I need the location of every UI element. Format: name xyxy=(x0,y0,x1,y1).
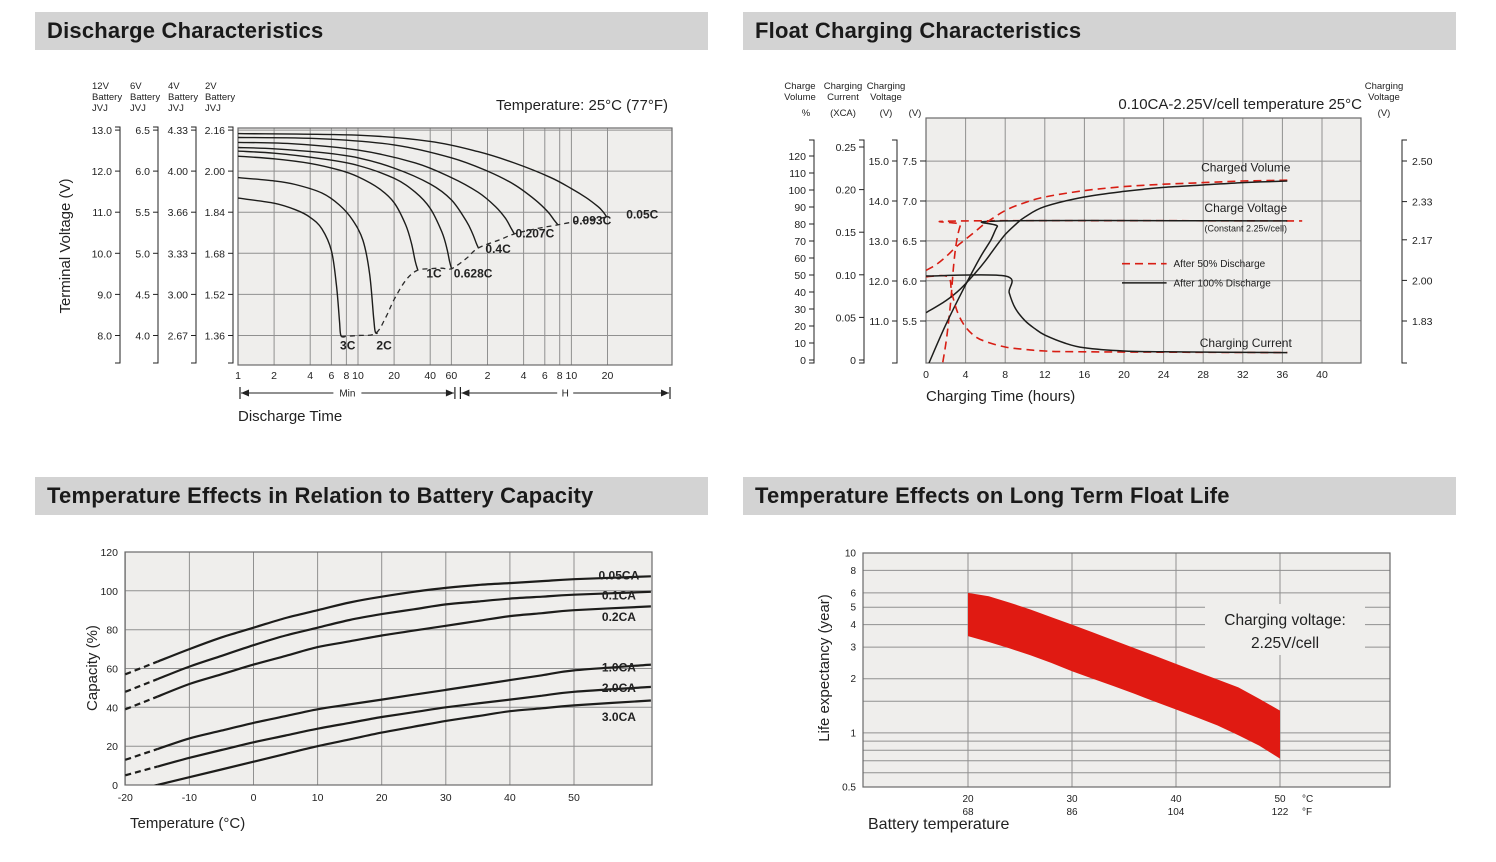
svg-text:JVJ: JVJ xyxy=(130,103,146,114)
svg-text:80: 80 xyxy=(106,624,118,637)
svg-text:0.15: 0.15 xyxy=(835,227,856,240)
svg-text:122: 122 xyxy=(1271,807,1289,818)
svg-text:JVJ: JVJ xyxy=(205,103,221,114)
svg-text:0: 0 xyxy=(250,792,257,804)
svg-text:40: 40 xyxy=(504,792,516,804)
svg-text:14.0: 14.0 xyxy=(868,196,889,208)
svg-text:8: 8 xyxy=(556,370,563,382)
svg-text:20: 20 xyxy=(106,741,118,754)
svg-text:Voltage: Voltage xyxy=(870,92,902,103)
svg-text:40: 40 xyxy=(1170,794,1182,805)
svg-text:6.0: 6.0 xyxy=(135,166,150,179)
svg-text:12V: 12V xyxy=(92,81,109,92)
svg-text:0: 0 xyxy=(923,369,929,381)
svg-text:H: H xyxy=(561,388,569,400)
svg-text:8: 8 xyxy=(850,565,856,577)
svg-text:Volume: Volume xyxy=(784,92,816,103)
svg-text:2.00: 2.00 xyxy=(1412,275,1433,288)
series-label-3C: 3C xyxy=(340,338,356,353)
svg-text:50: 50 xyxy=(1274,794,1286,805)
annotation: Charge Voltage xyxy=(1204,201,1288,216)
svg-text:1.68: 1.68 xyxy=(204,248,225,261)
voltage-scale-4v xyxy=(168,81,199,363)
series-label-0.207C: 0.207C xyxy=(515,226,555,241)
series-label-0.05C: 0.05C xyxy=(626,207,659,222)
left-scale-(XCA) xyxy=(824,81,864,367)
svg-text:20: 20 xyxy=(794,321,806,333)
svg-text:3.33: 3.33 xyxy=(167,248,188,261)
svg-text:60: 60 xyxy=(794,253,806,265)
svg-text:12: 12 xyxy=(1038,369,1051,381)
svg-text:13.0: 13.0 xyxy=(868,236,889,248)
svg-text:5.5: 5.5 xyxy=(902,316,917,328)
svg-text:6: 6 xyxy=(541,370,548,382)
svg-text:3.66: 3.66 xyxy=(167,207,188,220)
svg-text:0.20: 0.20 xyxy=(835,184,856,197)
svg-text:20: 20 xyxy=(388,370,400,382)
right-scale-(V) xyxy=(1365,81,1433,363)
svg-text:4.0: 4.0 xyxy=(135,330,150,343)
left-scale-% xyxy=(784,81,816,367)
svg-text:120: 120 xyxy=(100,547,118,559)
svg-text:16: 16 xyxy=(1078,369,1091,381)
svg-text:20: 20 xyxy=(962,794,974,805)
svg-text:0.05: 0.05 xyxy=(835,312,856,325)
svg-text:30: 30 xyxy=(439,792,452,804)
svg-text:10.0: 10.0 xyxy=(91,248,112,261)
float-chart-title: 0.10CA-2.25V/cell temperature 25°C xyxy=(1118,96,1362,113)
svg-text:Battery: Battery xyxy=(92,92,123,103)
svg-text:0.25: 0.25 xyxy=(835,142,856,154)
svg-text:6.0: 6.0 xyxy=(902,276,917,288)
series-label-1.0CA: 1.0CA xyxy=(601,660,636,675)
svg-text:6.5: 6.5 xyxy=(135,125,150,138)
svg-text:2.33: 2.33 xyxy=(1412,196,1433,209)
svg-text:1.52: 1.52 xyxy=(204,289,225,302)
chart-discharge xyxy=(57,81,672,425)
svg-text:50: 50 xyxy=(794,270,806,282)
svg-text:1: 1 xyxy=(850,728,856,740)
svg-text:13.0: 13.0 xyxy=(91,125,112,138)
svg-text:%: % xyxy=(801,108,811,119)
svg-text:5.0: 5.0 xyxy=(135,248,150,261)
svg-text:Current: Current xyxy=(827,92,859,103)
svg-text:-20: -20 xyxy=(117,792,133,804)
section-header-float-life: Temperature Effects on Long Term Float Life xyxy=(743,477,1456,515)
svg-text:Charging: Charging xyxy=(866,81,906,92)
discharge-temperature-note: Temperature: 25°C (77°F) xyxy=(495,97,668,114)
svg-text:100: 100 xyxy=(100,585,118,598)
time-unit-span-min xyxy=(240,387,455,400)
svg-text:60: 60 xyxy=(445,370,458,382)
svg-text:1.83: 1.83 xyxy=(1412,316,1433,328)
svg-text:11.0: 11.0 xyxy=(869,316,889,328)
svg-text:4.5: 4.5 xyxy=(135,289,150,302)
svg-text:0: 0 xyxy=(850,355,856,367)
svg-text:0.10: 0.10 xyxy=(835,269,856,282)
svg-text:2: 2 xyxy=(271,370,278,382)
svg-text:2.17: 2.17 xyxy=(1412,234,1433,247)
svg-text:2V: 2V xyxy=(205,81,217,92)
svg-text:Charging: Charging xyxy=(823,81,863,92)
svg-text:8.0: 8.0 xyxy=(97,330,112,343)
svg-text:0: 0 xyxy=(800,355,806,367)
float-x-axis-title: Charging Time (hours) xyxy=(926,388,1076,405)
capacity-x-axis-title: Temperature (°C) xyxy=(130,815,246,832)
svg-text:10: 10 xyxy=(311,792,324,804)
svg-text:Battery: Battery xyxy=(130,92,161,103)
svg-text:6: 6 xyxy=(328,370,335,382)
svg-text:36: 36 xyxy=(1276,369,1289,381)
svg-text:20: 20 xyxy=(601,370,614,382)
svg-text:24: 24 xyxy=(1157,369,1170,381)
svg-text:Charge: Charge xyxy=(784,81,816,92)
svg-text:2.67: 2.67 xyxy=(167,330,188,343)
svg-text:10: 10 xyxy=(565,370,578,382)
svg-text:10: 10 xyxy=(352,370,364,382)
svg-text:2.16: 2.16 xyxy=(204,125,225,138)
series-label-0.4C: 0.4C xyxy=(485,241,511,256)
svg-text:8: 8 xyxy=(1002,369,1009,381)
svg-text:0: 0 xyxy=(112,780,118,792)
svg-text:2.00: 2.00 xyxy=(204,166,225,179)
svg-text:6.5: 6.5 xyxy=(902,236,917,248)
section-header-temperature-capacity: Temperature Effects in Relation to Battery Capacity xyxy=(35,477,708,515)
svg-text:2: 2 xyxy=(850,674,856,686)
voltage-scale-12v xyxy=(92,81,123,363)
svg-text:68: 68 xyxy=(962,807,974,818)
svg-text:6: 6 xyxy=(850,588,856,600)
fahrenheit-unit-label: °F xyxy=(1302,807,1313,818)
svg-text:2: 2 xyxy=(484,370,491,382)
discharge-y-axis-title: Terminal Voltage (V) xyxy=(57,178,74,314)
series-label-2.0CA: 2.0CA xyxy=(601,680,636,695)
svg-text:Min: Min xyxy=(339,388,356,400)
svg-text:80: 80 xyxy=(794,219,806,231)
svg-text:50: 50 xyxy=(568,792,580,804)
svg-text:(V): (V) xyxy=(908,108,922,119)
svg-text:1.84: 1.84 xyxy=(204,207,225,220)
svg-text:20: 20 xyxy=(375,792,388,804)
svg-text:32: 32 xyxy=(1236,369,1249,381)
svg-text:30: 30 xyxy=(794,304,806,316)
svg-text:Battery: Battery xyxy=(168,92,199,103)
series-label-1C: 1C xyxy=(426,266,442,281)
svg-text:5.5: 5.5 xyxy=(135,207,150,220)
svg-text:8: 8 xyxy=(343,370,350,382)
charging-voltage-annotation-line2: 2.25V/cell xyxy=(1250,635,1320,652)
svg-text:JVJ: JVJ xyxy=(92,103,108,114)
chart-temperature-capacity xyxy=(84,547,652,832)
svg-text:10: 10 xyxy=(844,548,856,560)
chart-float-charging xyxy=(784,81,1432,405)
svg-text:4.00: 4.00 xyxy=(167,166,188,179)
svg-text:110: 110 xyxy=(789,168,806,180)
svg-text:JVJ: JVJ xyxy=(168,103,184,114)
svg-text:15.0: 15.0 xyxy=(868,156,889,168)
svg-text:Battery: Battery xyxy=(205,92,236,103)
svg-text:7.5: 7.5 xyxy=(902,156,917,168)
svg-text:40: 40 xyxy=(1316,369,1328,381)
celsius-unit-label: °C xyxy=(1302,794,1314,805)
series-label-0.628C: 0.628C xyxy=(453,266,493,281)
svg-text:10: 10 xyxy=(794,338,806,350)
series-label-0.093C: 0.093C xyxy=(572,213,612,228)
svg-text:After 100% Discharge: After 100% Discharge xyxy=(1173,278,1271,290)
series-label-2C: 2C xyxy=(376,338,392,353)
svg-text:After 50% Discharge: After 50% Discharge xyxy=(1173,259,1266,271)
life-y-axis-title: Life expectancy (year) xyxy=(816,594,833,742)
capacity-y-axis-title: Capacity (%) xyxy=(84,625,101,711)
svg-text:100: 100 xyxy=(788,185,806,197)
svg-text:Voltage: Voltage xyxy=(1368,92,1400,103)
voltage-scale-6v xyxy=(130,81,160,363)
svg-text:3: 3 xyxy=(850,642,856,654)
svg-text:11.0: 11.0 xyxy=(92,207,112,220)
svg-text:0.5: 0.5 xyxy=(842,782,856,794)
charging-voltage-annotation-line1: Charging voltage: xyxy=(1224,612,1346,629)
svg-text:6V: 6V xyxy=(130,81,142,92)
series-label-0.2CA: 0.2CA xyxy=(601,610,636,624)
svg-text:86: 86 xyxy=(1066,807,1078,818)
series-label-0.05CA: 0.05CA xyxy=(598,568,640,583)
left-scale-(V) xyxy=(867,81,906,363)
life-x-axis-title: Battery temperature xyxy=(868,816,1010,833)
series-label-3.0CA: 3.0CA xyxy=(601,710,636,724)
svg-text:40: 40 xyxy=(106,702,118,715)
svg-text:4V: 4V xyxy=(168,81,180,92)
svg-text:90: 90 xyxy=(794,202,806,214)
time-unit-span-h xyxy=(460,387,670,400)
svg-text:12.0: 12.0 xyxy=(868,276,889,288)
svg-text:70: 70 xyxy=(794,236,806,248)
left-scale-(V) xyxy=(902,108,926,328)
section-header-discharge: Discharge Characteristics xyxy=(35,12,708,50)
svg-text:104: 104 xyxy=(1167,807,1185,818)
svg-text:12.0: 12.0 xyxy=(91,166,112,179)
svg-text:30: 30 xyxy=(1066,794,1078,805)
svg-text:4: 4 xyxy=(520,370,527,382)
svg-text:4: 4 xyxy=(962,369,969,381)
section-header-float-charging: Float Charging Characteristics xyxy=(743,12,1456,50)
voltage-scale-2v xyxy=(205,81,236,363)
chart-float-life xyxy=(816,549,1390,834)
svg-text:5: 5 xyxy=(850,602,856,614)
svg-text:2.50: 2.50 xyxy=(1412,156,1433,168)
svg-text:4: 4 xyxy=(850,620,856,632)
annotation: (Constant 2.25v/cell) xyxy=(1204,223,1288,234)
svg-text:60: 60 xyxy=(106,663,118,676)
svg-text:-10: -10 xyxy=(181,792,197,804)
svg-text:20: 20 xyxy=(1118,369,1130,381)
svg-text:(V): (V) xyxy=(879,108,893,119)
svg-text:7.0: 7.0 xyxy=(902,196,917,208)
svg-text:120: 120 xyxy=(788,151,806,163)
series-label-0.1CA: 0.1CA xyxy=(601,588,636,603)
svg-text:28: 28 xyxy=(1197,369,1210,381)
svg-text:1: 1 xyxy=(235,370,241,382)
annotation: Charged Volume xyxy=(1201,160,1291,175)
svg-text:Charging: Charging xyxy=(1364,81,1404,92)
svg-text:40: 40 xyxy=(424,370,437,382)
svg-text:9.0: 9.0 xyxy=(97,289,112,302)
svg-text:3.00: 3.00 xyxy=(167,289,188,302)
discharge-x-axis-title: Discharge Time xyxy=(238,408,343,425)
svg-text:1.36: 1.36 xyxy=(204,330,225,343)
annotation: Charging Current xyxy=(1199,336,1292,350)
svg-text:(XCA): (XCA) xyxy=(830,108,856,119)
svg-text:4.33: 4.33 xyxy=(167,125,188,138)
svg-text:40: 40 xyxy=(794,287,806,299)
svg-text:(V): (V) xyxy=(1377,108,1391,119)
svg-text:4: 4 xyxy=(307,370,314,382)
